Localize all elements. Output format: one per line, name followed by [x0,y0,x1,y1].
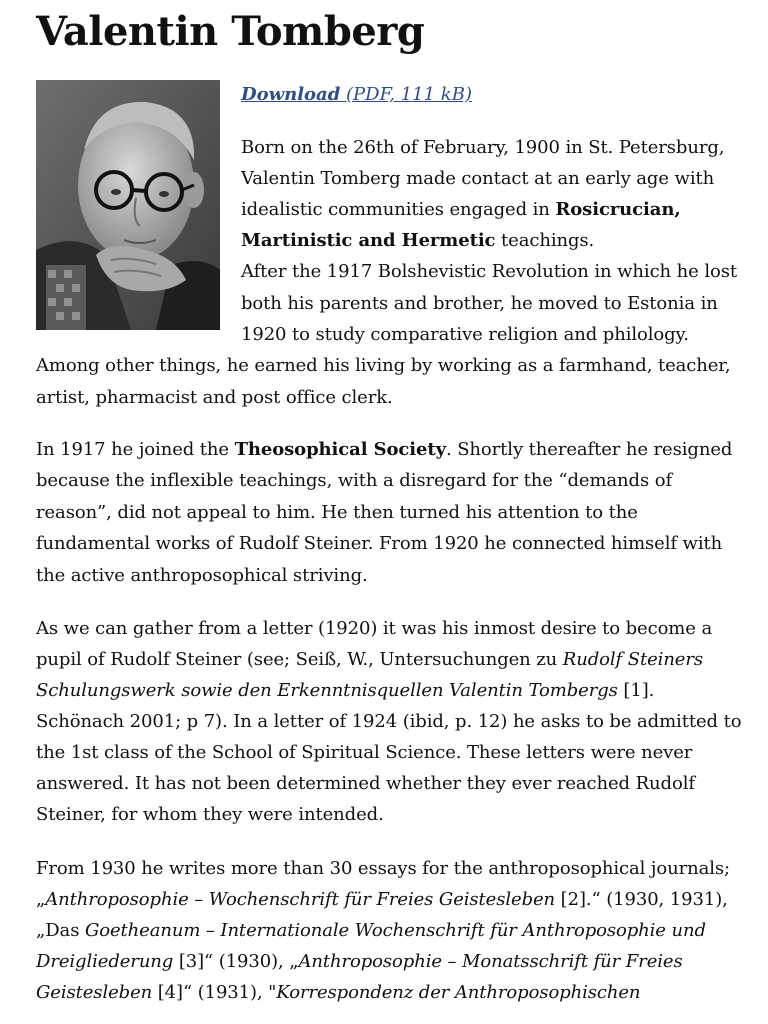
download-link[interactable] [241,81,472,109]
paragraph-3-line-6: answered. It has not been determined whether they ever reached Rudolf [36,773,695,794]
italic-title: Geistesleben [36,982,153,1003]
paragraph-1-line-5: After the 1917 Bolshevistic Revolution in which he lost [241,261,738,282]
bold-term-martinistic-hermetic: Martinistic and Hermetic [241,230,496,251]
paragraph-2-line-3: reason”, did not appeal to him. He then turned his attention to the [36,502,638,523]
paragraph-3-line-2 [36,644,703,675]
paragraph-1-line-7: 1920 to study comparative religion and philology. [241,324,689,345]
italic-title: Goetheanum – Internationale Wochenschrift für Anthroposophie und [84,920,706,941]
italic-title: Schulungswerk sowie den Erkenntnisquellen Valentin Tombergs [36,680,618,701]
paragraph-1-line-9: artist, pharmacist and post office clerk. [36,387,393,408]
text-segment: In 1917 he joined the [36,439,235,460]
italic-title: Dreigliederung [36,951,174,972]
text-segment: . Shortly thereafter he resigned [445,439,733,460]
text-segment: pupil of Rudolf Steiner (see; Seiß, W., Untersuchungen zu [36,649,563,670]
portrait-image [36,80,220,330]
paragraph-3-line-5: the 1st class of the School of Spiritual Science. These letters were never [36,742,693,763]
paragraph-3-line-1: As we can gather from a letter (1920) it was his inmost desire to become a [36,618,713,639]
text-segment: [3]“ (1930), „ [173,951,299,972]
page-title: Valentin Tomberg [36,8,425,55]
paragraph-3-line-4: Schönach 2001; p 7). In a letter of 1924 (ibid, p. 12) he asks to be admitted to [36,711,742,732]
italic-title: Anthroposophie – Monatsschrift für Freies [298,951,683,972]
text-segment: [4]“ (1931), " [152,982,277,1003]
paragraph-1-line-6: both his parents and brother, he moved to Estonia in [241,293,718,314]
text-segment: [2].“ (1930, 1931), [555,889,728,910]
italic-title: Anthroposophie – Wochenschrift für Freies Geistesleben [45,889,556,910]
download-label[interactable]: Download [241,84,341,105]
text-segment: [1]. [617,680,655,701]
paragraph-4-line-4 [36,946,683,977]
paragraph-1-line-1: Born on the 26th of February, 1900 in St. Petersburg, [241,137,725,158]
paragraph-3-line-3 [36,675,654,706]
bold-term-theosophical-society: Theosophical Society [234,439,446,460]
paragraph-4-line-2 [36,884,728,915]
paragraph-4-line-3 [36,915,706,946]
paragraph-1-line-3 [241,194,681,225]
paragraph-3-line-7: Steiner, for whom they were intended. [36,804,384,825]
paragraph-4-line-1: From 1930 he writes more than 30 essays for the anthroposophical journals; [36,858,731,879]
download-meta[interactable]: (PDF, 111 kB) [346,84,472,105]
portrait-photo [36,80,220,330]
bold-term-rosicrucian: Rosicrucian, [555,199,681,220]
text-segment: „ [36,889,46,910]
paragraph-2-line-2: because the inflexible teachings, with a disregard for the “demands of [36,470,673,491]
italic-title: Rudolf Steiners [562,649,704,670]
paragraph-1-line-8: Among other things, he earned his living by working as a farmhand, teacher, [36,355,731,376]
paragraph-2-line-4: fundamental works of Rudolf Steiner. From 1920 he connected himself with [36,533,723,554]
italic-title: Korrespondenz der Anthroposophischen [276,982,641,1003]
paragraph-1-line-2: Valentin Tomberg made contact at an early age with [241,168,715,189]
text-segment: „Das [36,920,85,941]
text-segment: teachings. [495,230,595,251]
paragraph-2-line-5: the active anthroposophical striving. [36,565,368,586]
text-segment: idealistic communities engaged in [241,199,556,220]
paragraph-1-line-4 [241,225,594,256]
paragraph-2-line-1 [36,434,732,465]
paragraph-4-line-5 [36,977,640,1008]
